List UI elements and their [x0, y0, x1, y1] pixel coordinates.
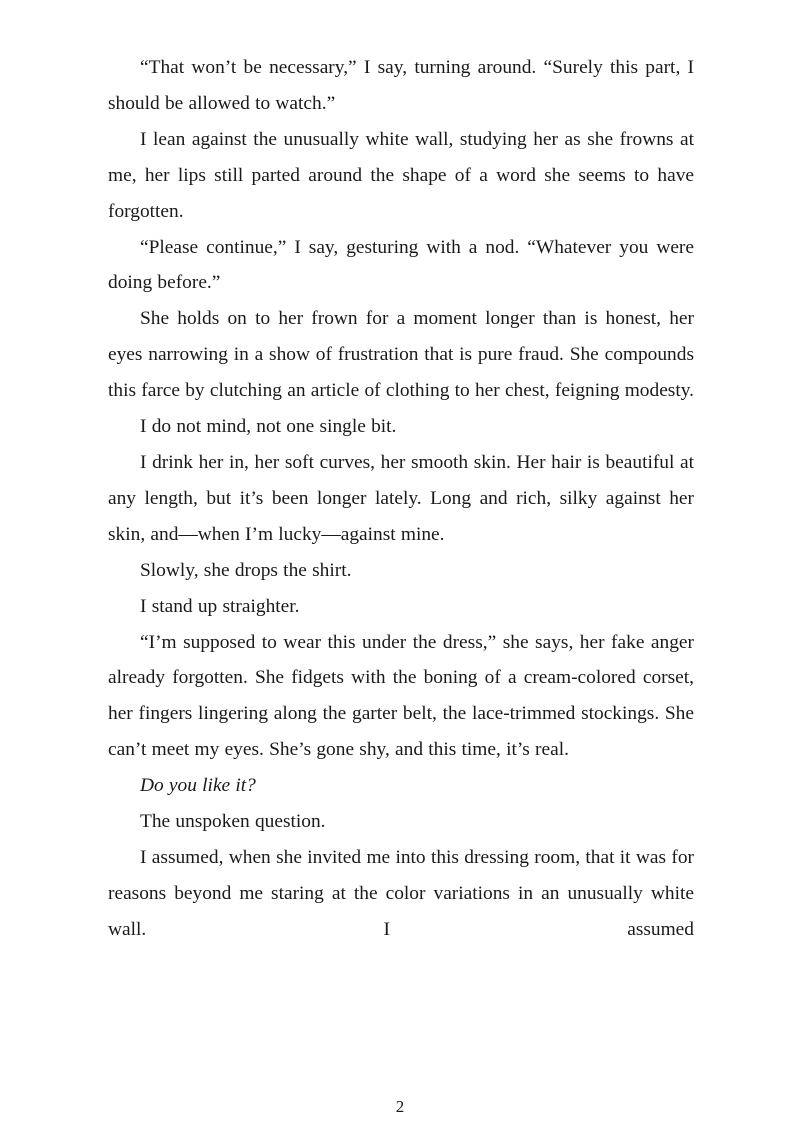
- paragraph-italic-internal-thought: Do you like it?: [140, 775, 256, 797]
- page-number: 2: [395, 1097, 405, 1116]
- paragraph-continues-next-page: I assumed, when she invited me into this dressing room, that it was for reasons beyond me staring at the color variations in an unusually white wall. I assumed: [108, 846, 694, 940]
- paragraph: The unspoken question.: [140, 811, 326, 833]
- paragraph: I drink her in, her soft curves, her smooth skin. Her hair is beautiful at any length, but it’s been longer lately. Long and rich, silky against her skin, and—when I’m lucky—against mine.: [108, 451, 694, 545]
- paragraph: I lean against the unusually white wall, studying her as she frowns at me, her lips still parted around the shape of a word she seems to have forgotten.: [108, 128, 694, 222]
- paragraph: “That won’t be necessary,” I say, turning around. “Surely this part, I should be allowed to watch.”: [108, 57, 694, 114]
- paragraph: I do not mind, not one single bit.: [140, 416, 397, 438]
- paragraph: She holds on to her frown for a moment longer than is honest, her eyes narrowing in a show of frustration that is pure fraud. She compounds this farce by clutching an article of clothing to her chest, feigning modesty.: [108, 308, 695, 402]
- page-text-block: [108, 50, 694, 948]
- paragraph: I stand up straighter.: [140, 595, 300, 617]
- paragraph: Slowly, she drops the shirt.: [140, 559, 352, 581]
- paragraph: “I’m supposed to wear this under the dress,” she says, her fake anger already forgotten. She fidgets with the boning of a cream-colored corset, her fingers lingering along the garter belt, the lace-trimmed stockings. She can’t meet my eyes. She’s gone shy, and this time, it’s real.: [108, 631, 694, 761]
- paragraph: “Please continue,” I say, gesturing with a nod. “Whatever you were doing before.”: [108, 236, 694, 294]
